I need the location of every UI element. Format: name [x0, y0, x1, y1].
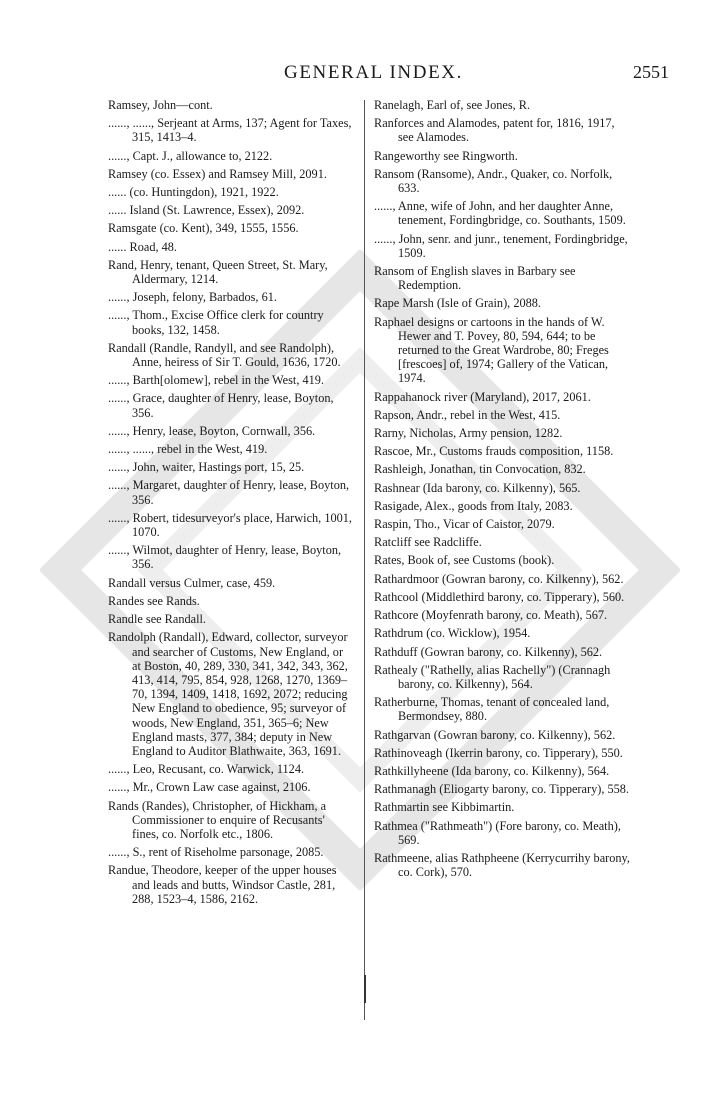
index-entry: ......, Mr., Crown Law case against, 2106. — [108, 780, 311, 795]
index-entry: Rathardmoor (Gowran barony, co. Kilkenny), 562. — [374, 571, 624, 586]
index-entry: Randall (Randle, Randyll, and see Randolph), Anne, heiress of Sir T. Gould, 1636, 1720. — [108, 340, 341, 370]
index-entry: Rathduff (Gowran barony, co. Kilkenny), 562. — [374, 644, 603, 659]
index-entry: Rathinoveagh (Ikerrin barony, co. Tipperary), 550. — [374, 745, 623, 760]
page-number: 2551 — [633, 62, 669, 82]
index-entry: ......, Capt. J., allowance to, 2122. — [108, 148, 273, 163]
index-entry: ......, S., rent of Riseholme parsonage, 2085. — [108, 845, 324, 860]
index-entry: Rape Marsh (Isle of Grain), 2088. — [374, 296, 541, 311]
index-column-right — [374, 98, 630, 883]
index-entry: ......, Henry, lease, Boyton, Cornwall, 356. — [108, 423, 316, 438]
index-entry: Ranelagh, Earl of, see Jones, R. — [374, 98, 531, 112]
index-entry: Randall versus Culmer, case, 459. — [108, 575, 276, 590]
index-entry: Ransom (Ransome), Andr., Quaker, co. Norfolk, 633. — [374, 166, 613, 196]
index-entry: Rathmea ("Rathmeath") (Fore barony, co. Meath), 569. — [374, 818, 621, 847]
index-entry: ......, Barth[olomew], rebel in the West, 419. — [108, 373, 324, 388]
index-entry: Rand, Henry, tenant, Queen Street, St. Mary, Aldermary, 1214. — [108, 257, 328, 287]
index-entry: Rathmanagh (Eliogarty barony, co. Tipperary), 558. — [374, 782, 629, 797]
index-entry: Ramsey, John—cont. — [108, 98, 213, 112]
index-entry: Ramsey (co. Essex) and Ramsey Mill, 2091. — [108, 166, 327, 181]
index-entry: Ranforces and Alamodes, patent for, 1816, 1917, see Alamodes. — [374, 116, 615, 145]
index-entry: ...... Island (St. Lawrence, Essex), 2092. — [108, 203, 305, 218]
index-entry: Rathdrum (co. Wicklow), 1954. — [374, 626, 531, 641]
index-entry: Rangeworthy see Ringworth. — [374, 148, 518, 163]
index-entry: ......, John, waiter, Hastings port, 15, 25. — [108, 460, 305, 475]
index-entry: ......, Leo, Recusant, co. Warwick, 1124. — [108, 762, 305, 777]
index-entry: Rapson, Andr., rebel in the West, 415. — [374, 407, 561, 422]
index-entry: ...... (co. Huntingdon), 1921, 1922. — [108, 185, 279, 200]
index-entry: ......, Anne, wife of John, and her daughter Anne, tenement, Fordingbridge, co. Southants, 1509. — [374, 199, 626, 228]
index-entry: ......, Wilmot, daughter of Henry, lease, Boyton, 356. — [108, 543, 342, 572]
index-entry: Randolph (Randall), Edward, collector, surveyor and searcher of Customs, New England, or at Boston, 40, 289, 330, 341, 342, 343, 362, 413, 414, 795, 854, 928, 1268, 1270, 1369–70, 1394, 1409, 1418, 1692, 2072; reducing New England to obedience, 95; surveyor of woods, New England, 351, 365–6; New England masts, 377, 384; deputy in New England to Auditor Blathwaite, 363, 1691. — [108, 630, 348, 758]
page-header — [0, 58, 721, 86]
index-entry: Rarny, Nicholas, Army pension, 1282. — [374, 426, 563, 441]
column-divider — [364, 100, 365, 1020]
index-entry: ......, Margaret, daughter of Henry, lease, Boyton, 356. — [108, 478, 350, 507]
index-entry: ......, Thom., Excise Office clerk for country books, 132, 1458. — [108, 308, 324, 337]
index-entry: Randes see Rands. — [108, 593, 200, 608]
index-entry: ......, Grace, daughter of Henry, lease, Boyton, 356. — [108, 391, 334, 420]
index-entry: ......, ......, rebel in the West, 419. — [108, 442, 268, 457]
index-entry: Ratherburne, Thomas, tenant of concealed land, Bermondsey, 880. — [374, 695, 610, 724]
index-entry: Rathkillyheene (Ida barony, co. Kilkenny), 564. — [374, 763, 610, 778]
column-divider-mark — [364, 975, 366, 1003]
index-entry: Raspin, Tho., Vicar of Caistor, 2079. — [374, 517, 555, 532]
index-entry: Ratcliff see Radcliffe. — [374, 535, 482, 550]
index-entry: Randue, Theodore, keeper of the upper houses and leads and butts, Windsor Castle, 281, 288, 1523–4, 1586, 2162. — [108, 863, 337, 906]
index-entry: Rathcool (Middlethird barony, co. Tipperary), 560. — [374, 589, 625, 604]
index-entry: Rathcore (Moyfenrath barony, co. Meath), 567. — [374, 608, 608, 623]
index-entry: Rands (Randes), Christopher, of Hickham, a Commissioner to enquire of Recusants' fines, co. Norfolk etc., 1806. — [108, 798, 327, 841]
index-entry: Rasigade, Alex., goods from Italy, 2083. — [374, 498, 573, 513]
index-entry: Rashleigh, Jonathan, tin Convocation, 832. — [374, 462, 586, 477]
index-entry: ......, John, senr. and junr., tenement, Fordingbridge, 1509. — [374, 231, 628, 260]
index-entry: Rathgarvan (Gowran barony, co. Kilkenny), 562. — [374, 727, 616, 742]
index-entry: Rappahanock river (Maryland), 2017, 2061. — [374, 389, 591, 404]
index-entry: Rascoe, Mr., Customs frauds composition, 1158. — [374, 444, 614, 459]
index-entry: Rathmeene, alias Rathpheene (Kerrycurrihy barony, co. Cork), 570. — [374, 850, 630, 880]
index-entry: Rathealy ("Rathelly, alias Rachelly") (Crannagh barony, co. Kilkenny), 564. — [374, 662, 611, 691]
index-entry: Rathmartin see Kibbimartin. — [374, 800, 515, 815]
index-entry: Ramsgate (co. Kent), 349, 1555, 1556. — [108, 221, 299, 236]
index-entry: Rates, Book of, see Customs (book). — [374, 553, 555, 568]
index-entry: Rashnear (Ida barony, co. Kilkenny), 565. — [374, 480, 581, 495]
index-entry: Raphael designs or cartoons in the hands of W. Hewer and T. Povey, 80, 594, 644; to be returned to the Great Wardrobe, 80; Freges [frescoes] of, 1974; Gallery of the Vatican, 1974. — [374, 314, 609, 386]
index-entry: Randle see Randall. — [108, 612, 207, 627]
index-entry: Ransom of English slaves in Barbary see Redemption. — [374, 264, 576, 293]
index-entry: ......, Joseph, felony, Barbados, 61. — [108, 290, 277, 305]
index-entry: ......, ......, Serjeant at Arms, 137; Agent for Taxes, 315, 1413–4. — [108, 116, 352, 145]
index-entry: ......, Robert, tidesurveyor's place, Harwich, 1001, 1070. — [108, 510, 352, 540]
index-column-left — [108, 98, 354, 910]
index-entry: ...... Road, 48. — [108, 239, 177, 254]
running-title: GENERAL INDEX. — [284, 62, 463, 83]
